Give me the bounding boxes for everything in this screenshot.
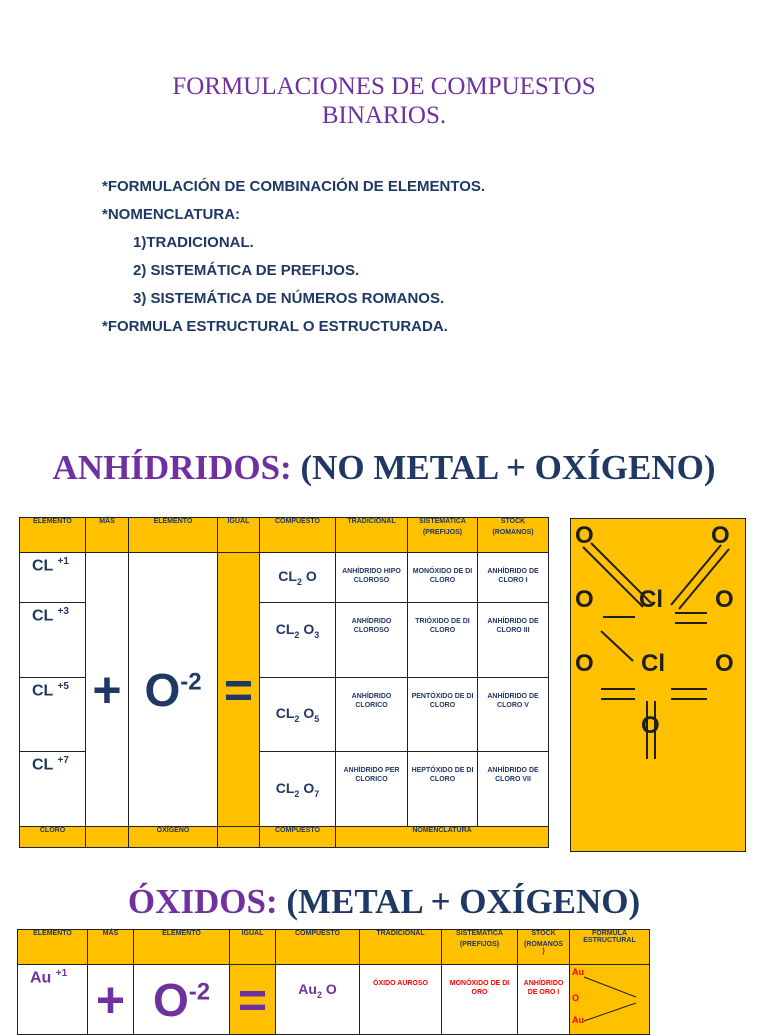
header-cell: MÁS — [86, 518, 129, 553]
compound-cell: $Au_2$ O — [276, 965, 360, 1035]
header-cell: ELEMENTO — [129, 518, 218, 553]
footer-cell — [218, 827, 260, 848]
compound-cell: $CL_2$ O — [260, 553, 336, 603]
outline-item: *FORMULA ESTRUCTURAL O ESTRUCTURADA. — [102, 318, 448, 335]
structural-formula-panel — [570, 518, 746, 852]
equals-sign: = — [218, 553, 260, 827]
traditional-name: ANHÍDRIDO CLOROSO — [336, 603, 408, 678]
systematic-name: MONÓXIDO DE DI CLORO — [408, 553, 478, 603]
header-cell: ELEMENTO — [20, 518, 86, 553]
header-cell: IGUAL — [218, 518, 260, 553]
systematic-name: HEPTÓXIDO DE DI CLORO — [408, 752, 478, 827]
atom-label: Au — [572, 1015, 584, 1025]
header-cell: SISTEMATICA (PREFIJOS) — [442, 930, 518, 965]
equals-sign: = — [230, 965, 276, 1035]
footer-cell: NOMENCLATURA — [336, 827, 549, 848]
footer-cell: OXÍGENO — [129, 827, 218, 848]
atom-label: O — [575, 650, 594, 677]
traditional-name: ÓXIDO AUROSO — [360, 965, 442, 1035]
oxygen-element: $O^{-2}$ — [129, 553, 218, 827]
oxidos-table — [17, 929, 650, 1035]
atom-label: O — [715, 586, 734, 613]
atom-label: Cl — [639, 586, 663, 613]
atom-label: Au — [572, 967, 584, 977]
header-cell: COMPUESTO — [260, 518, 336, 553]
outline-item: *NOMENCLATURA: — [102, 206, 241, 223]
footer-cell: COMPUESTO — [260, 827, 336, 848]
outline-item: 1)TRADICIONAL. — [133, 234, 254, 251]
stock-name: ANHÍDRIDO DE CLORO I — [478, 553, 549, 603]
atom-label: O — [715, 650, 734, 677]
header-cell: TRADICIONAL — [336, 518, 408, 553]
anhidridos-heading: ANHÍDRIDOS: (NO METAL + OXÍGENO) — [52, 448, 716, 487]
stock-name: ANHÍDRIDO DE CLORO VII — [478, 752, 549, 827]
anhidridos-table — [19, 517, 549, 848]
plus-sign: + — [86, 553, 129, 827]
element-cell: CL $^{+7}$ — [20, 752, 86, 827]
bond-lines — [570, 965, 648, 1031]
header-cell: SISTEMATICA (PREFIJOS) — [408, 518, 478, 553]
header-cell: TRADICIONAL — [360, 930, 442, 965]
traditional-name: ANHÍDRIDO PER CLORICO — [336, 752, 408, 827]
header-cell: ELEMENTO — [18, 930, 88, 965]
bond-lines — [571, 519, 745, 851]
outline-item: 2) SISTEMÁTICA DE PREFIJOS. — [133, 262, 360, 279]
systematic-name: TRIÓXIDO DE DI CLORO — [408, 603, 478, 678]
stock-name: ANHÍDRIDO DE CLORO V — [478, 678, 549, 752]
oxygen-element: $O^{-2}$ — [134, 965, 230, 1035]
header-cell: COMPUESTO — [276, 930, 360, 965]
atom-label: O — [711, 522, 730, 549]
header-cell: ELEMENTO — [134, 930, 230, 965]
page-title: FORMULACIONES DE COMPUESTOS BINARIOS. — [172, 73, 596, 129]
atom-label: Cl — [641, 650, 665, 677]
footer-cell: CLORO — [20, 827, 86, 848]
compound-cell: $CL_2$ $O_3$ — [260, 603, 336, 678]
header-cell: IGUAL — [230, 930, 276, 965]
element-cell: CL $^{+5}$ — [20, 678, 86, 752]
systematic-name: PENTÓXIDO DE DI CLORO — [408, 678, 478, 752]
element-cell: Au $^{+1}$ — [18, 965, 88, 1035]
compound-cell: $CL_2$ $O_7$ — [260, 752, 336, 827]
structural-formula-cell — [570, 965, 650, 1035]
header-cell: MÁS — [88, 930, 134, 965]
header-cell: STOCK (ROMANOS ) — [518, 930, 570, 965]
header-cell: STOCK (ROMANOS) — [478, 518, 549, 553]
element-cell: CL $^{+1}$ — [20, 553, 86, 603]
element-cell: CL $^{+3}$ — [20, 603, 86, 678]
compound-cell: $CL_2$ $O_5$ — [260, 678, 336, 752]
plus-sign: + — [88, 965, 134, 1035]
atom-label: O — [572, 993, 580, 1003]
outline-item: *FORMULACIÓN DE COMBINACIÓN DE ELEMENTOS. — [102, 178, 486, 195]
footer-cell — [86, 827, 129, 848]
stock-name: ANHÍDRIDO DE CLORO III — [478, 603, 549, 678]
header-cell: FORMULA ESTRUCTURAL — [570, 930, 650, 965]
atom-label: O — [575, 522, 594, 549]
oxidos-heading: ÓXIDOS: (METAL + OXÍGENO) — [127, 882, 641, 921]
atom-label: O — [641, 712, 660, 739]
systematic-name: MONÓXIDO DE DI ORO — [442, 965, 518, 1035]
stock-name: ANHÍDRIDO DE ORO I — [518, 965, 570, 1035]
outline-item: 3) SISTEMÁTICA DE NÚMEROS ROMANOS. — [133, 290, 445, 307]
traditional-name: ANHÍDRIDO HIPO CLOROSO — [336, 553, 408, 603]
traditional-name: ANHÍDRIDO CLORICO — [336, 678, 408, 752]
atom-label: O — [575, 586, 594, 613]
